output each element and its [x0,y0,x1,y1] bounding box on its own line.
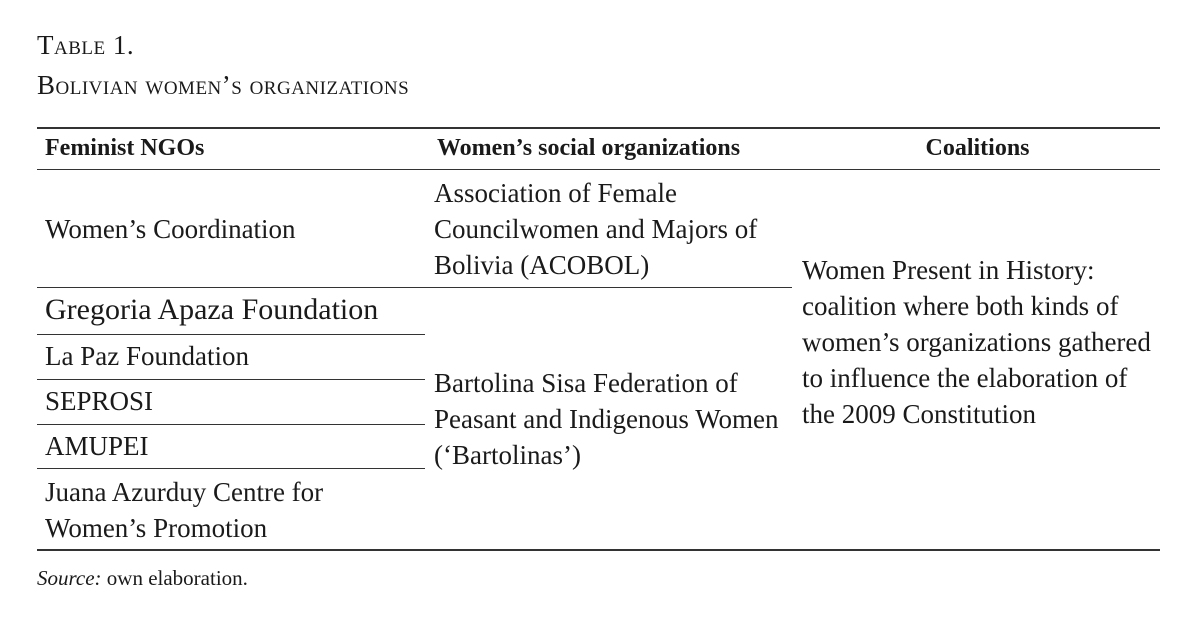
ngo-row-rule [37,468,425,469]
ngo-cell: La Paz Foundation [45,341,249,371]
ngo-row-rule [37,334,425,335]
social-org-cell: Association of Female Councilwomen and Majors of Bolivia (ACOBOL) [434,178,758,280]
social-org-cell: Bartolina Sisa Federation of Peasant and Indigenous Women (‘Bartolinas’) [434,368,779,470]
header-rule [37,169,1160,170]
ngo-cell: SEPROSI [45,386,154,416]
ngo-cell: AMUPEI [45,431,149,461]
header-coalitions: Coalitions [925,135,1030,161]
coalition-cell: Women Present in History: coalition where both kinds of women’s organizations gathered to influence the elaboration of the 2009 Constitution [802,255,1151,429]
ngo-cell: Women’s Coordination [45,214,296,244]
header-feminist-ngos: Feminist NGOs [45,135,205,161]
ngo-row-rule [37,379,425,380]
table-bottom-rule [37,549,1160,551]
source-text: own elaboration. [101,566,248,590]
table-top-rule [37,127,1160,129]
table-source-note [37,566,248,591]
source-label: Source: [37,566,102,590]
ngo-cell: Juana Azurduy Centre for Women’s Promotion [45,477,324,543]
ngo-row-rule [37,424,425,425]
ngo-cell: Gregoria Apaza Foundation [45,293,379,326]
table-caption-label: Table 1. [37,30,135,60]
ngo-row-rule [37,287,792,288]
header-social-organizations: Women’s social organizations [437,135,741,161]
table-caption-title: Bolivian women’s organizations [37,70,410,100]
